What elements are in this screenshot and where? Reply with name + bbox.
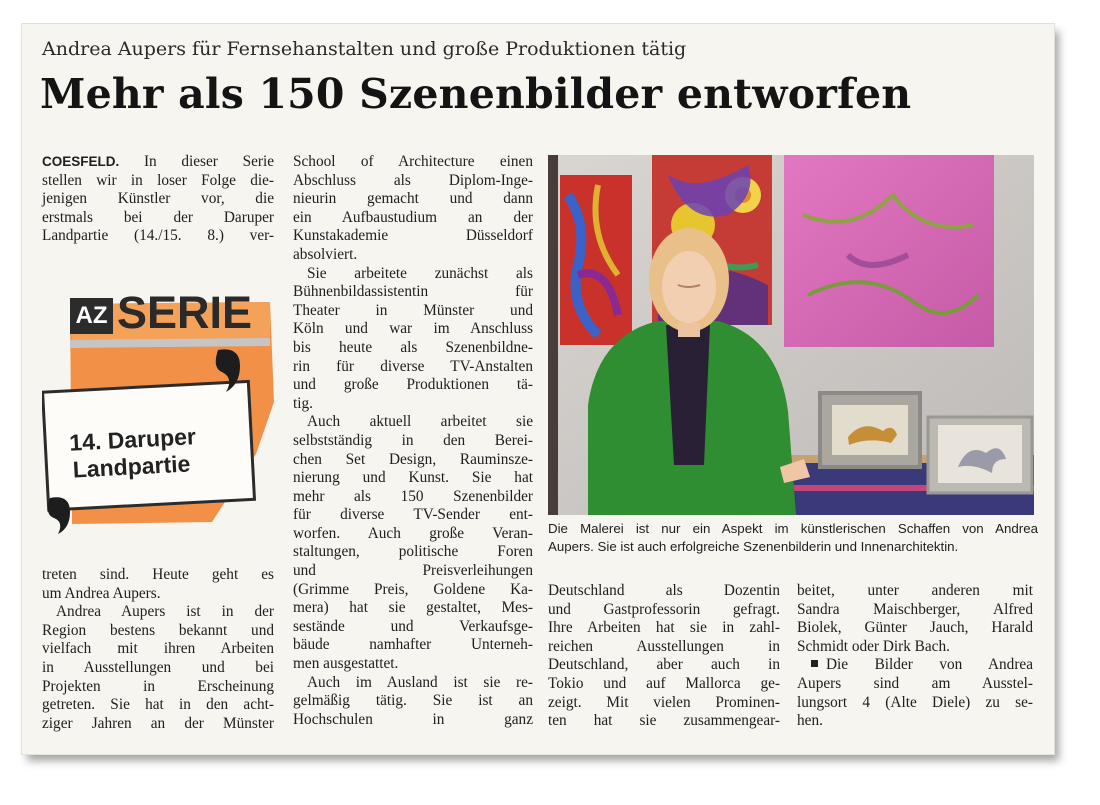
text-line: Aupers sind am Ausstel-	[797, 674, 1033, 692]
text-line: bis heute als Szenenbildne-	[293, 338, 533, 356]
text-line: beitet, unter anderen mit	[797, 582, 1033, 599]
text-line: Andrea Aupers ist in der	[56, 603, 274, 621]
framed-lion-drawing	[820, 393, 920, 467]
text-line: Schmidt oder Dirk Bach.	[797, 637, 950, 655]
bullet-square-icon	[811, 660, 818, 667]
text-line: Biolek, Günter Jauch, Harald	[797, 619, 1033, 637]
article-headline: Mehr als 150 Szenenbilder entworfen	[40, 70, 912, 118]
caption-line: Aupers. Sie ist auch erfolgreiche Szenenbilderin und Innenarchitektin.	[548, 539, 959, 554]
text-line: Projekten in Erscheinung	[42, 677, 274, 695]
text-line: absolviert.	[293, 245, 358, 263]
text-line: Sie arbeitete zunächst als	[307, 264, 533, 282]
az-badge: AZ	[70, 298, 113, 334]
text-line: mehr als 150 Szenenbilder	[293, 487, 533, 505]
caption-line: Die Malerei ist nur ein Aspekt im künstlerischen Schaffen von Andrea	[548, 521, 1038, 536]
text-line: lungsort 4 (Alte Diele) zu se-	[797, 693, 1033, 711]
dateline: COESFELD.	[42, 154, 120, 169]
text-line: Deutschland, aber auch in	[548, 656, 780, 674]
text-line: Deutschland als Dozentin	[548, 582, 780, 599]
text-line: reichen Ausstellungen in	[548, 637, 780, 655]
text-line: treten sind. Heute geht es	[42, 566, 274, 583]
text-line: Ihre Arbeiten hat sie in zahl-	[548, 619, 780, 637]
photo-caption	[548, 520, 1038, 556]
column-1-bottom	[42, 566, 274, 733]
text-line: mera) hat sie gestaltet, Mes-	[293, 599, 533, 617]
article-kicker: Andrea Aupers für Fernsehanstalten und große Produktionen tätig	[42, 38, 687, 60]
text-line: Theater in Münster und	[293, 301, 533, 319]
text-line: Tokio und auf Mallorca ge-	[548, 674, 780, 692]
text-line: in Ausstellungen und bei	[42, 658, 274, 676]
text-line: Bühnenbildassistentin für	[293, 283, 533, 301]
text-line: tig.	[293, 394, 313, 412]
text-line: COESFELD. In dieser Serie	[42, 153, 274, 170]
event-title: 14. Daruper Landpartie	[68, 423, 197, 483]
text-line: ziger Jahren an der Münster	[42, 714, 274, 732]
text-line: chen Set Design, Rauminsze-	[293, 450, 533, 468]
text-line: ten hat sie zusammengear-	[548, 712, 780, 730]
column-1-top	[42, 153, 274, 246]
text-line: für diverse TV-Sender ent-	[293, 506, 533, 524]
text-line: jenigen Künstler vor, die	[42, 190, 274, 208]
text-line: School of Architecture einen	[293, 153, 533, 170]
text-line: zeigt. Mit vielen Prominen-	[548, 693, 780, 711]
text-line: ein Aufbaustudium an der	[293, 208, 533, 226]
text-line: Kunstakademie Düsseldorf	[293, 227, 533, 245]
framed-dragon-drawing	[928, 417, 1032, 493]
text-line: Köln und war im Anschluss	[293, 320, 533, 338]
text-line: staltungen, politische Foren	[293, 543, 533, 561]
text-line: gelmäßig tätig. Sie ist an	[293, 692, 533, 710]
text-line: getreten. Sie hat in den acht-	[42, 696, 274, 714]
text-line: stellen wir in loser Folge die-	[42, 171, 274, 189]
column-4	[797, 582, 1033, 731]
text-line: selbstständig in den Berei-	[293, 431, 533, 449]
text-line: nieurin gemacht und dann	[293, 190, 533, 208]
text-line: sestände und Verkaufsge-	[293, 617, 533, 635]
text-line: men ausgestattet.	[293, 655, 399, 673]
text-line: nierung und Kunst. Sie hat	[293, 469, 533, 487]
text-line: und Preisverleihungen	[293, 562, 533, 580]
serie-label: SERIE	[117, 287, 253, 338]
text-line: (Grimme Preis, Goldene Ka-	[293, 580, 533, 598]
text-line: Hochschulen in ganz	[293, 710, 533, 728]
text-line: Region bestens bekannt und	[42, 621, 274, 639]
text-line: Sandra Maischberger, Alfred	[797, 600, 1033, 618]
text-line: Die Bilder von Andrea	[797, 656, 1033, 675]
pink-painting	[784, 155, 994, 347]
text-line: und große Produktionen tä-	[293, 376, 533, 394]
text-line: worfen. Auch große Veran-	[293, 524, 533, 542]
text-line: Landpartie (14./15. 8.) ver-	[42, 227, 274, 245]
text-line: um Andrea Aupers.	[42, 584, 161, 602]
text-line: erstmals bei der Daruper	[42, 208, 274, 226]
column-3	[548, 582, 780, 731]
text-line: rin für diverse TV-Anstalten	[293, 357, 533, 375]
text-line: Auch aktuell arbeitet sie	[307, 413, 533, 431]
text-line: bäude namhafter Unterneh-	[293, 636, 533, 654]
text-line: vielfach mit ihren Arbeiten	[42, 640, 274, 658]
text-line: und Gastprofessorin gefragt.	[548, 600, 780, 618]
article-photo	[548, 155, 1034, 515]
red-abstract-painting	[560, 175, 632, 345]
text-line: hen.	[797, 712, 823, 730]
text-line: Auch im Ausland ist sie re-	[307, 673, 533, 691]
column-2	[293, 153, 533, 729]
text-line: Abschluss als Diplom-Inge-	[293, 171, 533, 189]
